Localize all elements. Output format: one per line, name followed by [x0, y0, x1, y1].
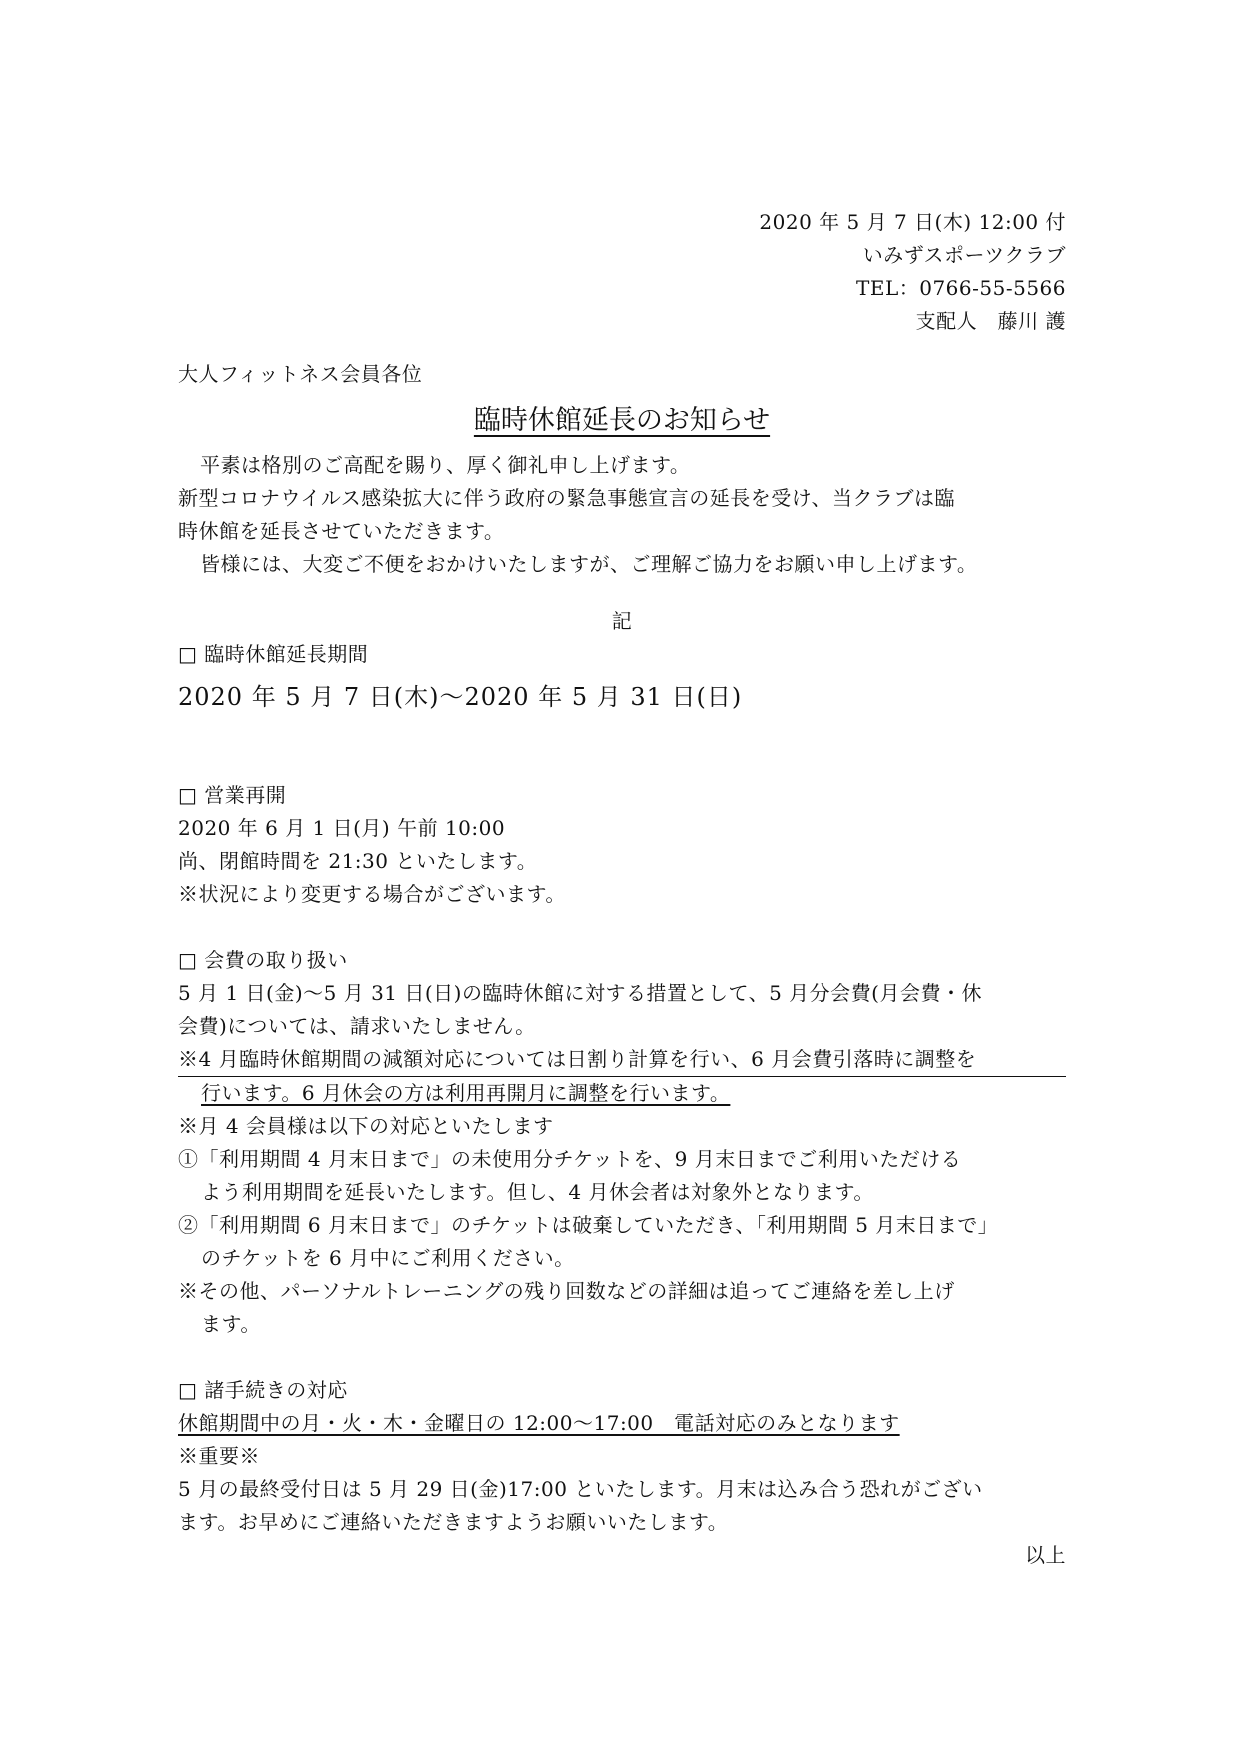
- procedures-underlined-line: [178, 1407, 1066, 1440]
- section-heading: □ 会費の取り扱い: [178, 948, 348, 972]
- section-procedures: [178, 1374, 1066, 1539]
- fees-line: ②「利用期間 6 月末日まで」のチケットは破棄していただき、「利用期間 5 月末日まで」: [178, 1213, 999, 1237]
- fees-underlined-line: [178, 1077, 1066, 1110]
- letter-header: [178, 206, 1066, 338]
- closing-time-note: 尚、閉館時間を 21:30 といたします。: [178, 849, 538, 873]
- closing-mark: 以上: [1025, 1543, 1066, 1567]
- manager-name: 支配人 藤川 護: [915, 309, 1066, 333]
- fees-line: ※その他、パーソナルトレーニングの残り回数などの詳細は追ってご連絡を差し上げ: [178, 1279, 955, 1303]
- fees-line: ます。: [201, 1312, 261, 1336]
- section-reopening: [178, 779, 1066, 911]
- section-heading: □ 営業再開: [178, 783, 287, 807]
- section-membership-fees: [178, 944, 1066, 1341]
- intro-paragraph: [178, 449, 1066, 581]
- fees-line: 5 月 1 日(金)～5 月 31 日(日)の臨時休館に対する措置として、5 月分会費(月会費・休: [178, 981, 982, 1005]
- procedures-line: ます。お早めにご連絡いただきますようお願いいたします。: [178, 1510, 729, 1534]
- ki-marker: 記: [611, 609, 633, 633]
- document-body: [178, 206, 1066, 1572]
- document-title: [178, 399, 1066, 447]
- issue-date: 2020 年 5 月 7 日(木) 12:00 付: [759, 210, 1066, 234]
- section-heading: □ 諸手続きの対応: [178, 1378, 348, 1402]
- fees-line: のチケットを 6 月中にご利用ください。: [201, 1246, 575, 1270]
- change-notice: ※状況により変更する場合がございます。: [178, 882, 566, 906]
- fees-underlined-line: ※4 月臨時休館期間の減額対応については日割り計算を行い、6 月会費引落時に調整を: [178, 1043, 1066, 1077]
- intro-line: 新型コロナウイルス感染拡大に伴う政府の緊急事態宣言の延長を受け、当クラブは臨: [178, 486, 955, 510]
- intro-line: 皆様には、大変ご不便をおかけいたしますが、ご理解ご協力をお願い申し上げます。: [200, 552, 978, 576]
- reopen-datetime: 2020 年 6 月 1 日(月) 午前 10:00: [178, 816, 506, 840]
- document-title-text: 臨時休館延長のお知らせ: [473, 405, 771, 436]
- fees-line: 会費)については、請求いたしません。: [178, 1014, 536, 1038]
- procedures-underlined-text: 休館期間中の月・火・木・金曜日の 12:00～17:00 電話対応のみとなります: [178, 1411, 900, 1435]
- section-closure-period: [178, 638, 1066, 717]
- intro-line: 時休館を延長させていただきます。: [178, 519, 505, 543]
- fees-line: よう利用期間を延長いたします。但し、4 月休会者は対象外となります。: [201, 1180, 874, 1204]
- closure-period-text: 2020 年 5 月 7 日(木)～2020 年 5 月 31 日(日): [178, 683, 743, 711]
- fees-underlined-text: 行います。6 月休会の方は利用再開月に調整を行います。: [201, 1081, 731, 1105]
- important-label: ※重要※: [178, 1444, 260, 1468]
- fees-line: ※月 4 会員様は以下の対応といたします: [178, 1114, 554, 1138]
- addressee: 大人フィットネス会員各位: [178, 362, 423, 386]
- organization-name: いみずスポーツクラブ: [862, 243, 1066, 267]
- telephone-number: TEL：0766-55-5566: [856, 276, 1066, 300]
- procedures-line: 5 月の最終受付日は 5 月 29 日(金)17:00 といたします。月末は込み合う恐れがござい: [178, 1477, 983, 1501]
- section-heading: □ 臨時休館延長期間: [178, 642, 369, 666]
- fees-line: ①「利用期間 4 月末日まで」の未使用分チケットを、9 月末日までご利用いただける: [178, 1147, 962, 1171]
- intro-line: 平素は格別のご高配を賜り、厚く御礼申し上げます。: [200, 453, 691, 477]
